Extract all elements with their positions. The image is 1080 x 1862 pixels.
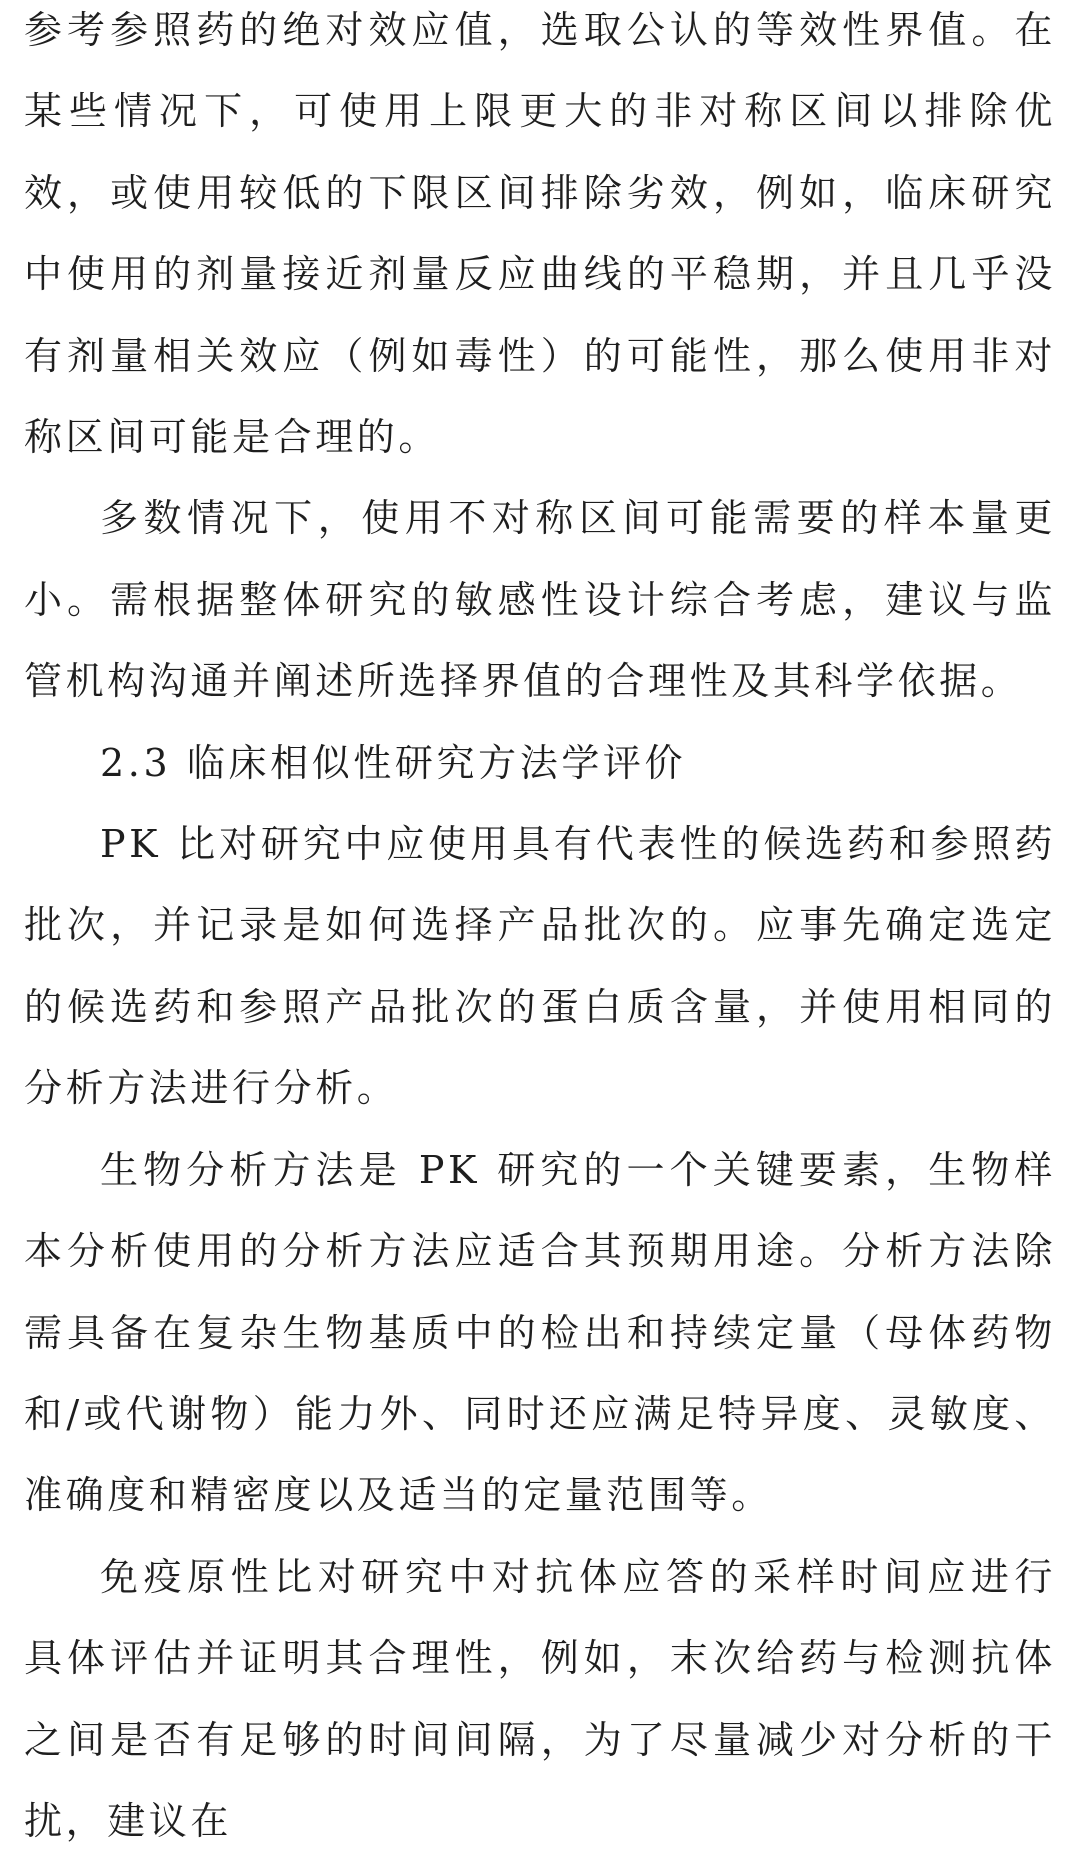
- paragraph-equivalence-margin: 参考参照药的绝对效应值，选取公认的等效性界值。在某些情况下，可使用上限更大的非对称区间以排除优效，或使用较低的下限区间排除劣效，例如，临床研究中使用的剂量接近剂量反应曲线的平稳期，并且几乎没有剂量相关效应（例如毒性）的可能性，那么使用非对称区间可能是合理的。: [24, 8, 1056, 460]
- paragraph-immunogenicity-sampling: 免疫原性比对研究中对抗体应答的采样时间应进行具体评估并证明其合理性，例如，末次给药与检测抗体之间是否有足够的时间间隔，为了尽量减少对分析的干扰，建议在: [24, 1554, 1056, 1843]
- section-heading-2-3: 2.3 临床相似性研究方法学评价: [100, 740, 687, 785]
- paragraph-pk-batches: PK 比对研究中应使用具有代表性的候选药和参照药批次，并记录是如何选择产品批次的。应事先确定选定的候选药和参照产品批次的蛋白质含量，并使用相同的分析方法进行分析。: [24, 822, 1056, 1111]
- paragraph-asymmetric-interval: 多数情况下，使用不对称区间可能需要的样本量更小。需根据整体研究的敏感性设计综合考虑，建议与监管机构沟通并阐述所选择界值的合理性及其科学依据。: [24, 496, 1056, 704]
- paragraph-bioanalytical-method: 生物分析方法是 PK 研究的一个关键要素，生物样本分析使用的分析方法应适合其预期用途。分析方法除需具备在复杂生物基质中的检出和持续定量（母体药物和/或代谢物）能力外、同时还应满足特异度、灵敏度、准确度和精密度以及适当的定量范围等。: [24, 1147, 1056, 1518]
